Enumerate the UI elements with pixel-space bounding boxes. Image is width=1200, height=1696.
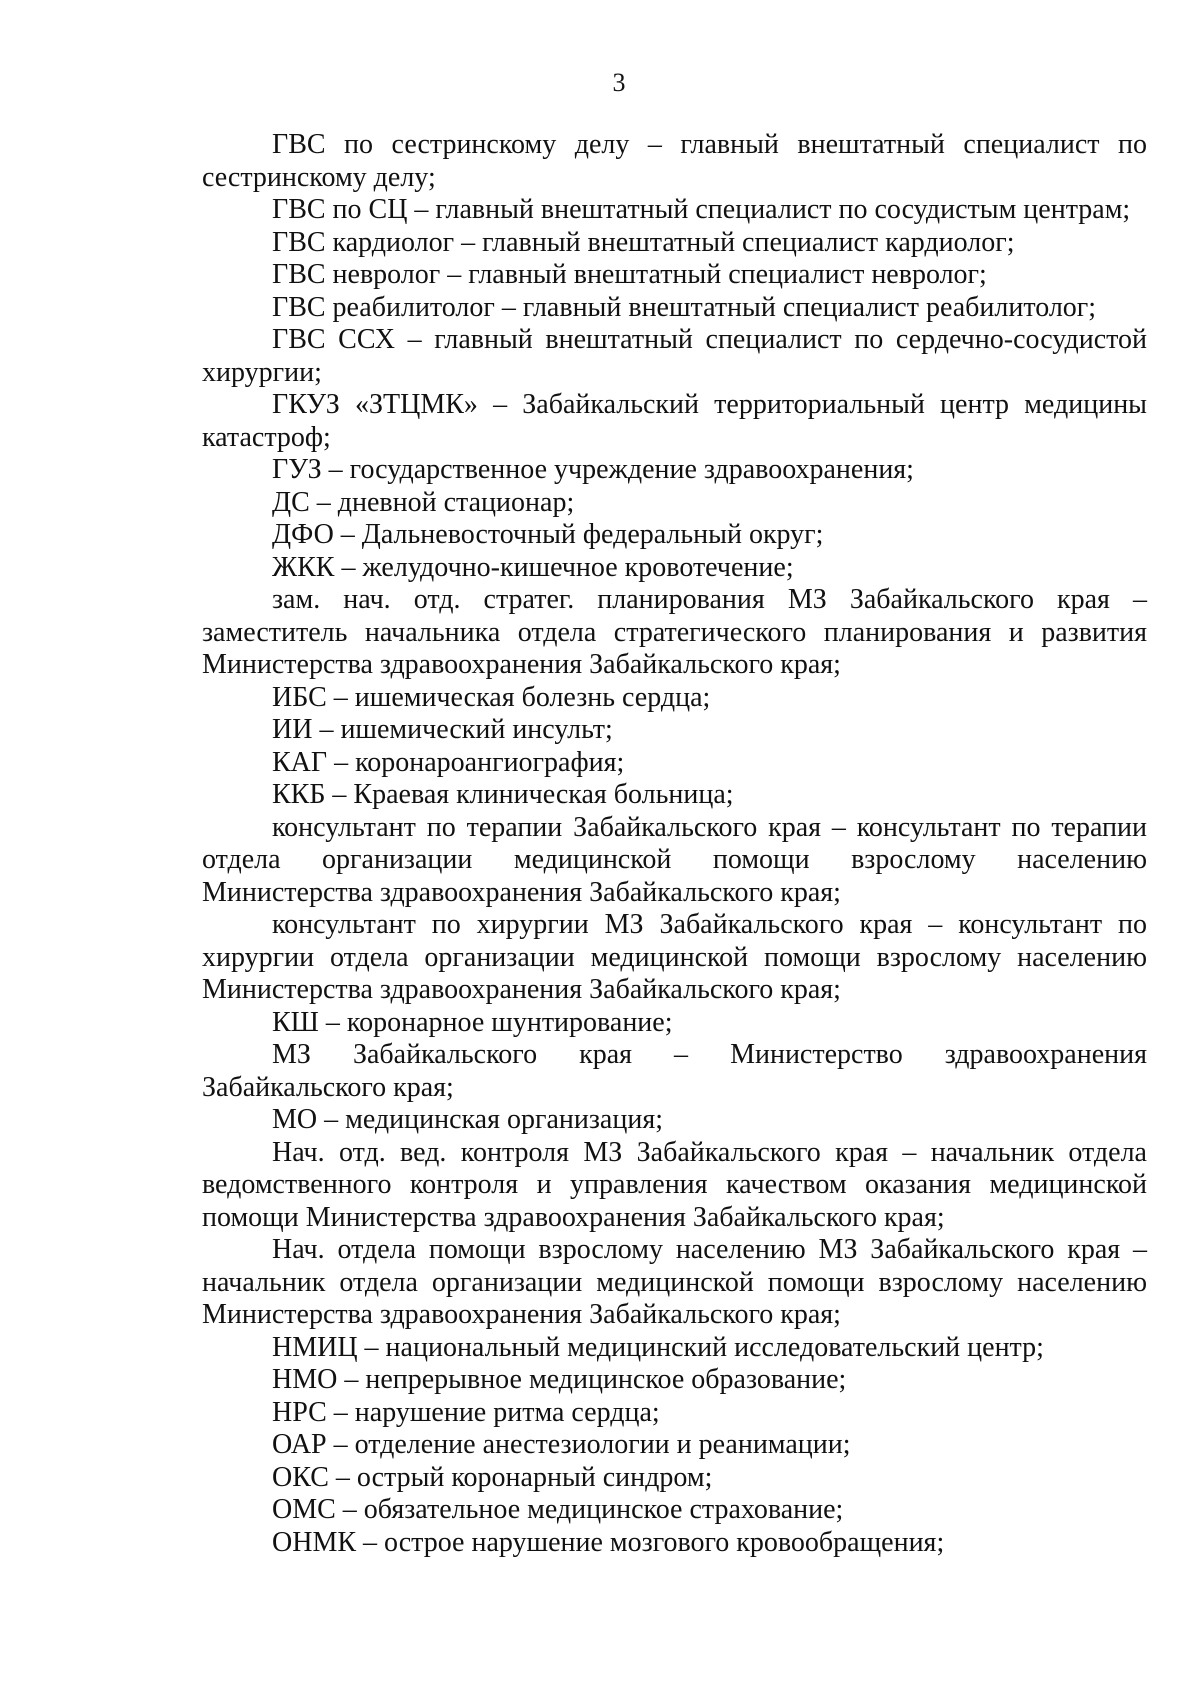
abbreviation-entry: ЖКК – желудочно-кишечное кровотечение; [272,551,794,583]
page-number: 3 [612,68,626,97]
abbreviation-entry: МЗ Забайкальского края – Министерство здравоохранения Забайкальского края; [202,1039,1147,1103]
abbreviation-entry: зам. нач. отд. стратег. планирования МЗ Забайкальского края – заместитель начальника отдела стратегического планирования и развития Министерства здравоохранения Забайкальского края; [202,584,1147,680]
abbreviation-entry: НМО – непрерывное медицинское образование; [272,1364,847,1395]
abbreviation-list [202,129,1147,1559]
abbreviation-entry: ОНМК – острое нарушение мозгового кровообращения; [272,1526,945,1558]
abbreviation-entry: ГВС реабилитолог – главный внештатный специалист реабилитолог; [272,291,1097,323]
abbreviation-entry: ИБС – ишемическая болезнь сердца; [272,681,711,713]
abbreviation-entry: ОМС – обязательное медицинское страхование; [272,1494,844,1525]
abbreviation-entry: Нач. отдела помощи взрослому населению МЗ Забайкальского края – начальник отдела организации медицинской помощи взрослому населению Министерства здравоохранения Забайкальского края; [202,1234,1147,1330]
abbreviation-entry: консультант по хирургии МЗ Забайкальского края – консультант по хирургии отдела организации медицинской помощи взрослому населению Министерства здравоохранения Забайкальского края; [202,909,1147,1005]
abbreviation-entry: ККБ – Краевая клиническая больница; [272,779,734,810]
abbreviation-entry: ДФО – Дальневосточный федеральный округ; [272,519,824,550]
abbreviation-entry: ГВС по сестринскому делу – главный внештатный специалист по сестринскому делу; [202,129,1147,193]
abbreviation-entry: ДС – дневной стационар; [272,486,575,518]
abbreviation-entry: НМИЦ – национальный медицинский исследовательский центр; [272,1331,1044,1363]
abbreviation-entry: НРС – нарушение ритма сердца; [272,1396,660,1428]
abbreviation-entry: КАГ – коронароангиография; [272,746,625,778]
abbreviation-entry: ГВС ССХ – главный внештатный специалист по сердечно-сосудистой хирургии; [202,324,1147,388]
abbreviation-entry: КШ – коронарное шунтирование; [272,1006,673,1038]
abbreviation-entry: ИИ – ишемический инсульт; [272,714,613,745]
abbreviation-entry: ГВС невролог – главный внештатный специалист невролог; [272,259,987,290]
abbreviation-entry: МО – медицинская организация; [272,1104,663,1135]
abbreviation-entry: ОКС – острый коронарный синдром; [272,1461,713,1493]
abbreviation-entry: ОАР – отделение анестезиологии и реанимации; [272,1429,851,1460]
abbreviation-entry: консультант по терапии Забайкальского края – консультант по терапии отдела организации медицинской помощи взрослому населению Министерства здравоохранения Забайкальского края; [202,811,1147,908]
abbreviation-entry: ГУЗ – государственное учреждение здравоохранения; [272,454,914,485]
abbreviation-entry: ГКУЗ «ЗТЦМК» – Забайкальский территориальный центр медицины катастроф; [202,389,1147,453]
abbreviation-entry: ГВС по СЦ – главный внештатный специалист по сосудистым центрам; [272,194,1131,225]
abbreviation-entry: ГВС кардиолог – главный внештатный специалист кардиолог; [272,226,1015,258]
abbreviation-entry: Нач. отд. вед. контроля МЗ Забайкальского края – начальник отдела ведомственного контроля и управления качеством оказания медицинской помощи Министерства здравоохранения Забайкальского края; [202,1136,1147,1233]
